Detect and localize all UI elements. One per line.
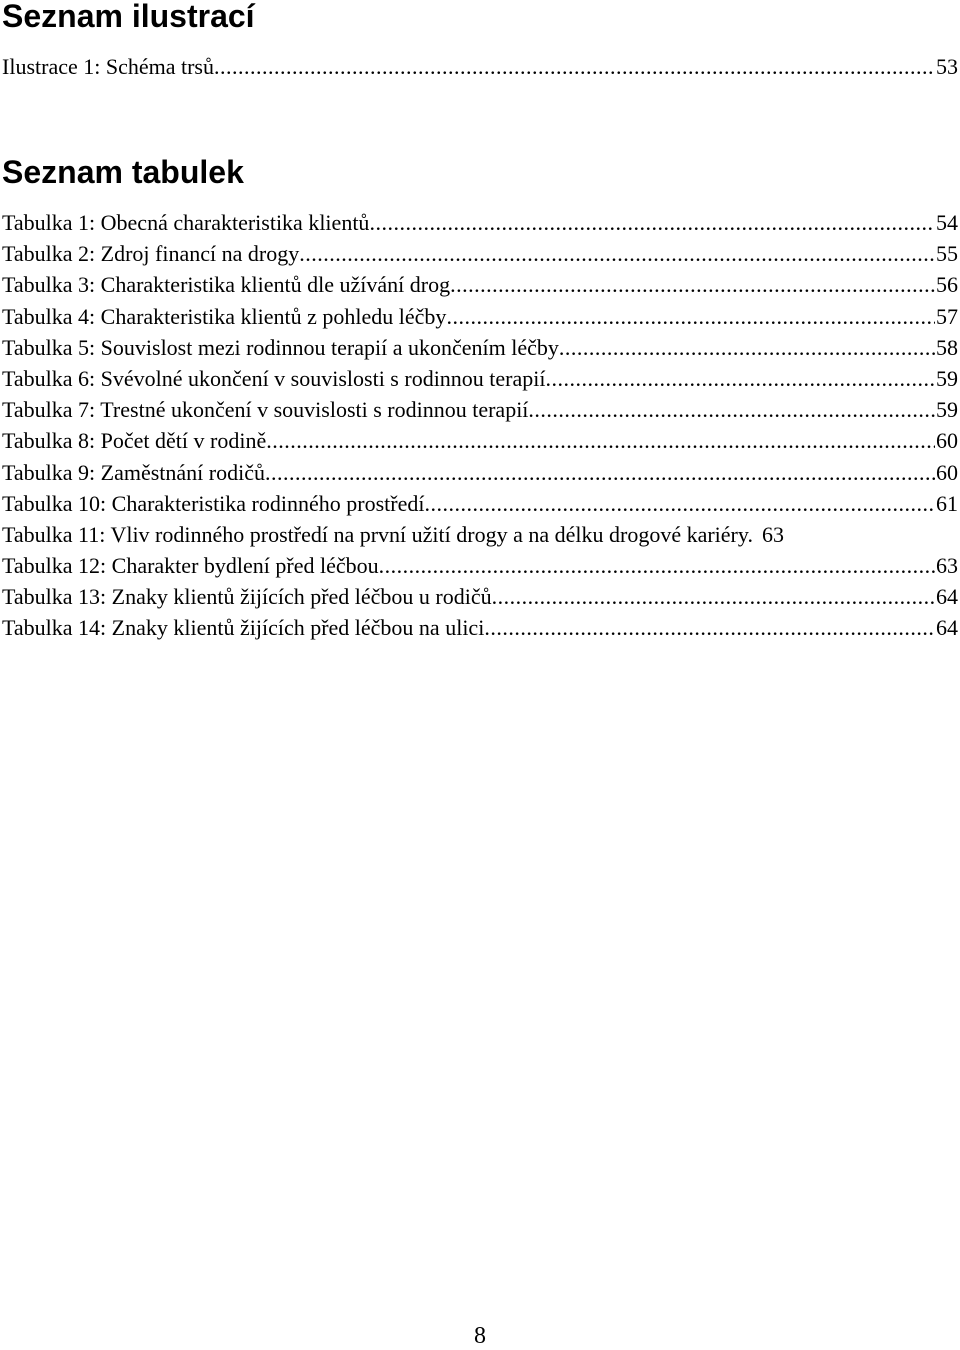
toc-entry-label: Tabulka 11: Vliv rodinného prostředí na první užití drogy a na délku drogové kariéry.	[2, 521, 753, 547]
tables-list	[2, 207, 958, 644]
toc-entry-label: Tabulka 4: Charakteristika klientů z pohledu léčby	[2, 303, 447, 329]
toc-entry-label: Tabulka 14: Znaky klientů žijících před léčbou na ulici	[2, 615, 485, 641]
toc-entry[interactable]	[2, 519, 958, 550]
toc-entry-page: 64	[936, 584, 958, 610]
toc-dot-leader	[266, 425, 935, 456]
toc-entry-label: Tabulka 6: Svévolné ukončení v souvislosti s rodinnou terapií	[2, 365, 546, 391]
toc-dot-leader	[214, 51, 935, 82]
toc-dot-leader	[484, 612, 935, 643]
toc-entry[interactable]	[2, 425, 958, 456]
toc-entry-label: Tabulka 2: Zdroj financí na drogy	[2, 241, 300, 267]
toc-entry-label: Tabulka 3: Charakteristika klientů dle užívání drog	[2, 272, 451, 298]
toc-entry[interactable]	[2, 269, 958, 300]
illustrations-heading: Seznam ilustrací	[2, 0, 255, 34]
toc-entry-page: 54	[936, 210, 958, 235]
toc-dot-leader	[492, 581, 935, 612]
toc-entry-page: 56	[936, 272, 958, 298]
toc-entry-label: Tabulka 5: Souvislost mezi rodinnou terapií a ukončením léčby	[2, 334, 559, 360]
toc-entry-page: 53	[936, 54, 958, 79]
toc-entry[interactable]	[2, 457, 958, 488]
toc-entry[interactable]	[2, 488, 958, 519]
toc-entry-page: 64	[936, 615, 958, 641]
toc-entry-page: 59	[936, 397, 958, 423]
toc-entry-label: Tabulka 7: Trestné ukončení v souvislosti s rodinnou terapií	[2, 397, 529, 423]
toc-dot-leader	[446, 301, 935, 332]
toc-dot-leader	[559, 332, 935, 363]
toc-entry[interactable]	[2, 332, 958, 363]
tables-heading: Seznam tabulek	[2, 154, 244, 190]
toc-dot-leader	[450, 269, 935, 300]
toc-entry[interactable]	[2, 581, 958, 612]
toc-entry-label: Tabulka 12: Charakter bydlení před léčbou	[2, 553, 379, 579]
toc-dot-leader	[369, 207, 935, 238]
toc-dot-leader	[379, 550, 935, 581]
toc-entry-page: 61	[936, 490, 958, 516]
illustrations-list	[2, 51, 958, 82]
toc-entry[interactable]	[2, 550, 958, 581]
toc-dot-leader	[528, 394, 935, 425]
toc-entry-page: 55	[936, 241, 958, 267]
toc-entry[interactable]	[2, 238, 958, 269]
toc-entry[interactable]	[2, 612, 958, 643]
toc-entry-label: Tabulka 9: Zaměstnání rodičů	[2, 459, 265, 485]
toc-entry[interactable]	[2, 207, 958, 238]
toc-dot-leader	[265, 457, 935, 488]
toc-entry-label: Tabulka 13: Znaky klientů žijících před léčbou u rodičů	[2, 584, 492, 610]
toc-entry-label: Tabulka 1: Obecná charakteristika klientů	[2, 210, 370, 235]
toc-entry-page: 57	[936, 303, 958, 329]
toc-dot-leader	[299, 238, 935, 269]
toc-entry-label: Ilustrace 1: Schéma trsů	[2, 54, 214, 79]
toc-entry-page: 59	[936, 365, 958, 391]
toc-dot-leader	[424, 488, 935, 519]
toc-entry[interactable]	[2, 394, 958, 425]
toc-entry-page: 58	[936, 334, 958, 360]
toc-entry[interactable]	[2, 51, 958, 82]
toc-entry[interactable]	[2, 301, 958, 332]
toc-entry-page: 63	[936, 553, 958, 579]
toc-entry[interactable]	[2, 363, 958, 394]
toc-entry-label: Tabulka 10: Charakteristika rodinného prostředí	[2, 490, 425, 516]
toc-entry-page: 60	[936, 459, 958, 485]
toc-entry-label: Tabulka 8: Počet dětí v rodině	[2, 428, 267, 454]
toc-entry-page: 63	[761, 521, 784, 547]
toc-entry-page: 60	[936, 428, 958, 454]
page-number: 8	[474, 1323, 486, 1349]
toc-dot-leader	[546, 363, 935, 394]
